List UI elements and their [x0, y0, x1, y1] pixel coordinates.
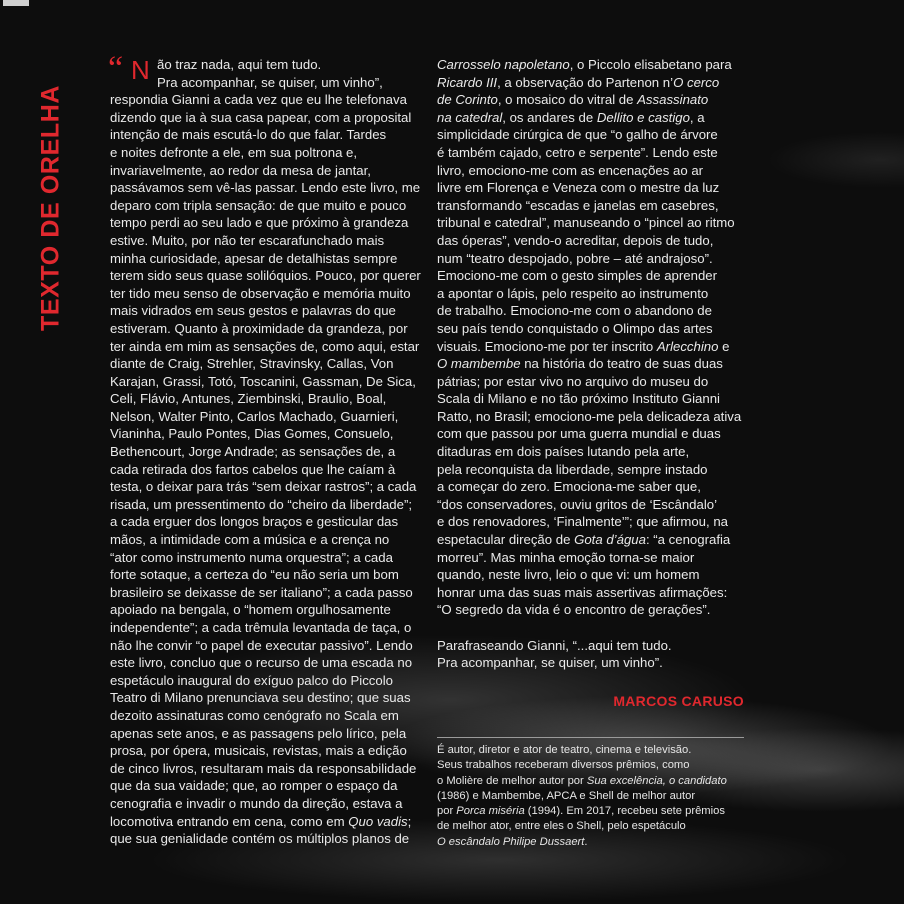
- text-line: ter ainda em mim as sensações de, como aqui, estar: [110, 338, 420, 354]
- author-signature: MARCOS CARUSO: [613, 693, 744, 709]
- work-title: O mambembe: [437, 356, 521, 372]
- text-line: forte sotaque, a certeza do “eu não seria um bom: [110, 567, 399, 583]
- text-run: , o mosaico do vitral de: [497, 92, 638, 108]
- text-run: , o Piccolo elisabetano para: [569, 57, 732, 72]
- text-line: “O segredo da vida é o encontro de gerações”.: [437, 602, 711, 618]
- text-line: pátrias; por estar vivo no arquivo do museu do: [437, 373, 709, 389]
- text-line: espetáculo inaugural do exíguo palco do Piccolo: [110, 672, 393, 688]
- text-line: Teatro di Milano prenunciava seu destino; que suas: [110, 690, 411, 706]
- text-line: com que passou por uma guerra mundial e duas: [437, 426, 721, 442]
- text-line: a apontar o lápis, pelo respeito ao instrumento: [437, 285, 709, 301]
- text-run: por: [437, 805, 457, 818]
- work-title: Quo vadis: [348, 813, 408, 829]
- work-title: Sua excelência, o candidato: [586, 774, 727, 787]
- paragraph-gap: [437, 619, 747, 637]
- text-line: simplicidade cirúrgica de que “o galho de árvore: [437, 127, 718, 143]
- text-run: o Molière de melhor autor por: [437, 774, 587, 787]
- opening-line: ão traz nada, aqui tem tudo.: [157, 57, 322, 72]
- text-line: [437, 338, 747, 356]
- text-line: de trabalho. Emociono-me com o abandono de: [437, 303, 712, 319]
- text-line: quando, neste livro, leio o que vi: um homem: [437, 567, 700, 583]
- text-line: não lhe convir “o papel de executar passivo”. Lendo: [110, 637, 413, 653]
- text-line: ditaduras em dois países lutando pela arte,: [437, 444, 690, 460]
- text-line: terem sido seus quase solilóquios. Pouco, por querer: [110, 268, 421, 284]
- text-line: passávamos sem vê-las passar. Lendo este livro, me: [110, 180, 421, 196]
- section-title-text: TEXTO DE ORELHA: [36, 84, 65, 332]
- bio-line: É autor, diretor e ator de teatro, cinema e televisão.: [437, 744, 692, 756]
- text-line: de cinco livros, resultaram mais da responsabilidade: [110, 760, 417, 776]
- text-run: : “a cenografia: [645, 532, 731, 548]
- text-line: Parafraseando Gianni, “...aqui tem tudo.: [437, 637, 672, 653]
- text-line: Pra acompanhar, se quiser, um vinho”.: [437, 655, 663, 671]
- work-title: Gota d’água: [574, 532, 646, 548]
- closing-paragraph: [437, 637, 747, 672]
- work-title: O escândalo Philipe Dussaert: [437, 835, 585, 848]
- text-run: visuais. Emociono-me por ter inscrito: [437, 338, 657, 354]
- bio-line: [437, 835, 747, 850]
- text-line: brasileiro se deixasse de ser italiano”; a cada passo: [110, 584, 413, 600]
- work-title: Porca miséria: [456, 805, 525, 818]
- drop-cap: N: [131, 55, 150, 85]
- text-line: que sua genialidade contém os múltiplos planos de: [110, 831, 410, 847]
- bio-line: [437, 774, 747, 789]
- text-line: respondia Gianni a cada vez que eu lhe telefonava: [110, 92, 407, 108]
- text-line: Scala di Milano e no tão próximo Instituto Gianni: [437, 391, 720, 407]
- text-run: espetacular direção de: [437, 532, 575, 548]
- text-line: livro, emociono-me com as encenações ao ar: [437, 162, 704, 178]
- text-line: a começar do zero. Emociona-me saber que,: [437, 479, 701, 495]
- text-run: , a: [689, 109, 705, 125]
- bio-line: Seus trabalhos receberam diversos prêmios, como: [437, 759, 690, 772]
- text-line: a cada erguer dos longos braços e gesticular das: [110, 514, 399, 530]
- text-run: na história do teatro de suas duas: [520, 356, 723, 372]
- text-line: apenas sete anos, e as passagens pelo lírico, pela: [110, 725, 407, 741]
- text-line: Karajan, Grassi, Totó, Toscanini, Gassman, De Sica,: [110, 373, 416, 389]
- text-line: e dos renovadores, ‘Finalmente’”; que afirmou, na: [437, 514, 729, 530]
- text-line: [437, 109, 747, 127]
- corner-mark: [3, 0, 29, 6]
- text-line: pela reconquista da liberdade, sempre instado: [437, 461, 708, 477]
- right-column: [437, 56, 747, 672]
- text-line: das óperas”, vendo-o acreditar, depois de tudo,: [437, 232, 714, 248]
- text-line: Ratto, no Brasil; emociono-me pela delicadeza ativa: [437, 408, 742, 424]
- text-line: Vianinha, Paulo Pontes, Dias Gomes, Consuelo,: [110, 426, 394, 442]
- text-line: livre em Florença e Veneza com o mestre da luz: [437, 180, 720, 196]
- text-line: Bethencourt, Jorge Andrade; as sensações de, a: [110, 444, 396, 460]
- text-line: testa, o deixar para trás “sem deixar rastros”; a cada: [110, 479, 417, 495]
- text-run: locomotiva entrando em cena, como em: [110, 813, 349, 829]
- bio-line: de melhor ator, entre eles o Shell, pelo espetáculo: [437, 820, 686, 833]
- text-line: honrar uma das suas mais assertivas afirmações:: [437, 584, 728, 600]
- work-title: na catedral: [437, 109, 503, 125]
- text-line: risada, um pressentimento do “cheiro da liberdade”;: [110, 496, 413, 512]
- work-title: Carrosselo napoletano: [437, 57, 570, 72]
- text-run: e: [718, 338, 730, 354]
- text-line: independente”; a cada trêmula levantada de taça, o: [110, 620, 412, 635]
- text-line: este livro, concluo que o recurso de uma escada no: [110, 655, 413, 671]
- text-line: tempo perdi ao seu lado e que próximo à grandeza: [110, 215, 409, 231]
- divider: [437, 737, 744, 738]
- text-line: [437, 355, 747, 373]
- text-line: mais vidrados em seus gestos e palavras do que: [110, 303, 396, 319]
- bio-line: (1986) e Mambembe, APCA e Shell de melhor autor: [437, 789, 696, 802]
- work-title: Assassinato: [637, 92, 709, 108]
- work-title: de Corinto: [437, 92, 498, 108]
- text-line: intenção de mais escutá-lo do que falar. Tardes: [110, 127, 387, 143]
- text-line: é também cajado, cetro e serpente”. Lendo este: [437, 144, 718, 160]
- text-line: dizendo que ia à sua casa papear, com a proposital: [110, 109, 412, 125]
- work-title: Ricardo III: [437, 74, 498, 90]
- work-title: O cerco: [673, 74, 720, 90]
- right-column-body: [437, 373, 747, 531]
- text-line: [437, 531, 747, 549]
- text-line: tribunal e catedral”, manuseando o “pincel ao ritmo: [437, 215, 735, 231]
- text-line: estiveram. Quanto à proximidade da grandeza, por: [110, 320, 408, 336]
- text-run: , os andares de: [502, 109, 597, 125]
- text-line: ter tido meu senso de observação e memória muito: [110, 285, 411, 301]
- text-run: , a observação do Partenon n’: [497, 74, 674, 90]
- text-line: Celi, Flávio, Antunes, Ziembinski, Braulio, Boal,: [110, 391, 387, 407]
- text-run: .: [584, 835, 588, 848]
- text-line: “dos conservadores, ouviu gritos de ‘Escândalo’: [437, 496, 718, 512]
- text-line: num “teatro despojado, pobre – até andrajoso”.: [437, 250, 713, 266]
- text-run: (1994). Em 2017, recebeu sete prêmios: [524, 805, 725, 818]
- text-line: morreu”. Mas minha emoção torna-se maior: [437, 549, 695, 565]
- text-line: [110, 813, 418, 831]
- text-line: [437, 91, 747, 109]
- bio-line: [437, 804, 747, 819]
- text-line: diante de Craig, Strehler, Stravinsky, Callas, Von: [110, 356, 394, 372]
- section-title: [26, 58, 76, 358]
- text-line: [437, 74, 747, 92]
- right-column-body: [437, 126, 747, 337]
- left-column: [108, 50, 421, 848]
- opening-quote-mark: “: [108, 50, 124, 87]
- opening-line: Pra acompanhar, se quiser, um vinho”,: [157, 74, 383, 90]
- author-bio: [437, 743, 747, 850]
- text-line: apoiado na bengala, o “homem orgulhosamente: [110, 602, 391, 618]
- text-line: Emociono-me com o gesto simples de aprender: [437, 268, 718, 284]
- right-column-body: [437, 549, 747, 619]
- text-line: minha curiosidade, apesar de detalhistas sempre: [110, 250, 398, 266]
- work-title: Dellito e castigo: [596, 109, 690, 125]
- text-line: que da sua vaidade; que, ao romper o espaço da: [110, 778, 398, 794]
- text-line: Nelson, Walter Pinto, Carlos Machado, Guarnieri,: [110, 408, 399, 424]
- text-line: mãos, a intimidade com a música e a crença no: [110, 532, 390, 548]
- text-line: “ator como instrumento numa orquestra”; a cada: [110, 549, 393, 565]
- text-line: e noites defronte a ele, em sua poltrona e,: [110, 144, 358, 160]
- text-line: invariavelmente, ao redor da mesa de jantar,: [110, 162, 371, 178]
- text-line: deparo com tripla sensação: de que muito e pouco: [110, 197, 407, 213]
- text-line: prosa, por ópera, musicais, revistas, mais a edição: [110, 743, 407, 759]
- work-title: Arlecchino: [656, 338, 719, 354]
- text-line: cenografia e invadir o mundo da direção, estava a: [110, 795, 403, 811]
- text-line: transformando “escadas e janelas em casebres,: [437, 197, 719, 213]
- text-line: [437, 56, 747, 74]
- text-run: ;: [407, 813, 412, 829]
- text-line: dezoito assinaturas como cenógrafo no Scala em: [110, 707, 399, 723]
- text-line: cada retirada dos fartos cabelos que lhe caíam à: [110, 461, 396, 477]
- text-line: seu país tendo conquistado o Olimpo das artes: [437, 320, 713, 336]
- text-line: estive. Muito, por não ter escarafunchado mais: [110, 232, 385, 248]
- left-column-body: [110, 91, 421, 848]
